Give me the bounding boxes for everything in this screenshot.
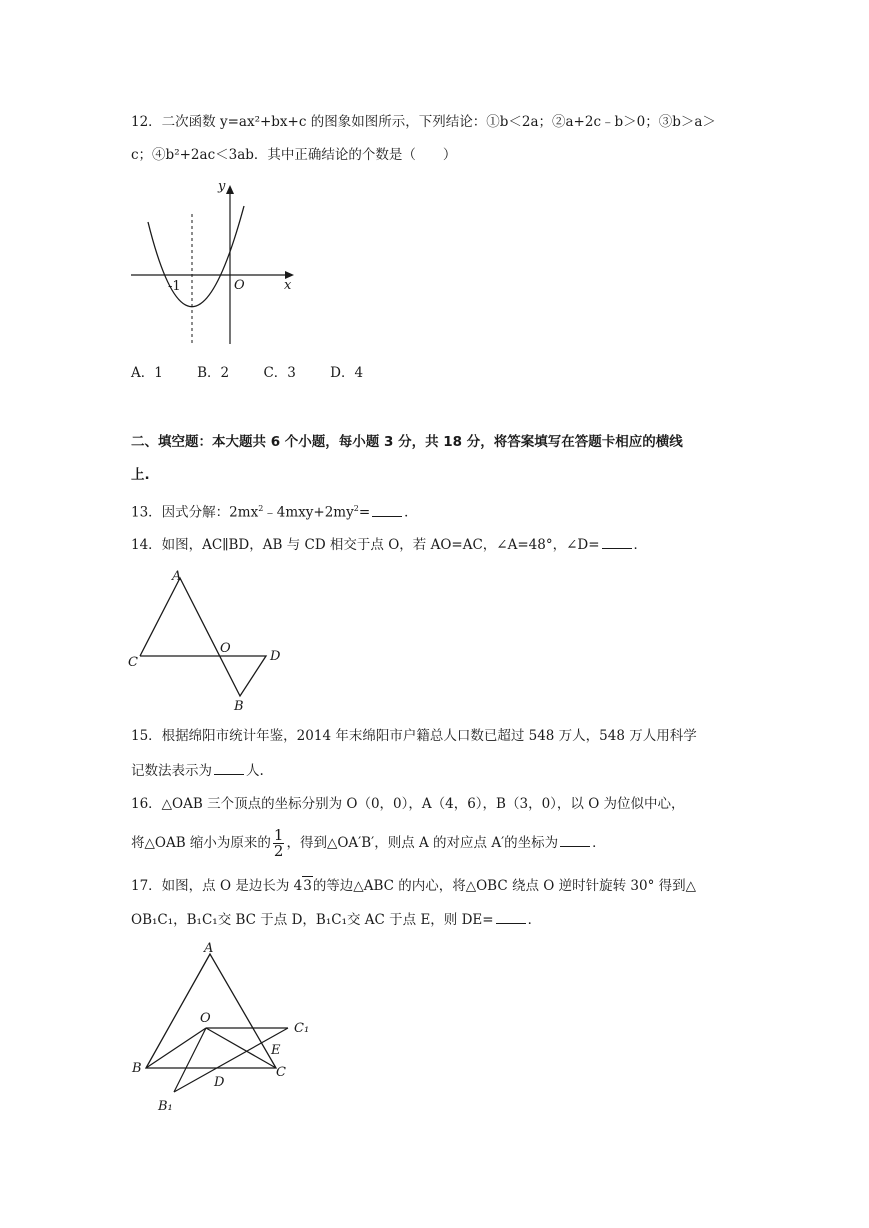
q13-line: 13．因式分解：$2mx^2﹣4mxy+2my^2=$ ． bbox=[131, 504, 418, 521]
section2-heading-line2: 上. bbox=[131, 467, 150, 483]
q16-line2 bbox=[131, 826, 606, 860]
q12-neg1-label: -1 bbox=[168, 279, 181, 294]
q12-line2: c；④b²+2ac＜3ab．其中正确结论的个数是（ ） bbox=[131, 147, 457, 163]
q13-text-b: ﹣4mxy+2my bbox=[263, 504, 354, 521]
q17-rotation-figure bbox=[126, 938, 326, 1118]
q13-answer-blank[interactable] bbox=[372, 503, 402, 517]
q15-line2 bbox=[131, 761, 264, 780]
q16-frac-den: 2 bbox=[273, 842, 284, 860]
q12-origin-label: O bbox=[234, 278, 245, 293]
q17-text-b: 的等边△ABC 的内心，将△OBC 绕点 O 逆时针旋转 30° 得到△ bbox=[312, 878, 697, 894]
q17-line2 bbox=[131, 910, 541, 929]
q14-label-b: B bbox=[234, 699, 244, 714]
q17-label-o: O bbox=[200, 1011, 211, 1026]
q17-line1 bbox=[131, 876, 696, 895]
q16-end: ． bbox=[592, 835, 606, 851]
q16-fraction bbox=[273, 828, 285, 859]
q17-answer-blank[interactable] bbox=[496, 910, 526, 924]
q12-parabola-figure bbox=[126, 174, 301, 349]
q17-sqrt: 3 bbox=[303, 878, 312, 894]
q17-label-b1: B₁ bbox=[158, 1099, 173, 1114]
q14-text: 14．如图，AC∥BD，AB 与 CD 相交于点 O，若 AO=AC，∠A=48°，∠D= bbox=[131, 537, 600, 553]
q13-text-a: 13．因式分解：2mx bbox=[131, 504, 259, 521]
q17-text-a: 17．如图，点 O 是边长为 4 bbox=[131, 878, 303, 894]
q17-label-c: C bbox=[276, 1065, 286, 1080]
q16-line1: 16．△OAB 三个顶点的坐标分别为 O（0，0），A（4，6），B（3，0），以 O 为位似中心， bbox=[131, 796, 685, 812]
q16-text-b: ，得到△OA′B′，则点 A 的对应点 A′的坐标为 bbox=[286, 835, 559, 851]
q17-end: ． bbox=[527, 912, 542, 928]
q15-text-b: 人. bbox=[246, 763, 264, 779]
q14-triangle-figure bbox=[126, 566, 286, 716]
q12-option-c: C．3 bbox=[263, 365, 296, 381]
q17-text-c: OB₁C₁，B₁C₁交 BC 于点 D，B₁C₁交 AC 于点 E，则 DE= bbox=[131, 912, 494, 928]
q14-label-d: D bbox=[270, 649, 281, 664]
q12-option-b: B．2 bbox=[197, 365, 230, 381]
q15-answer-blank[interactable] bbox=[214, 761, 244, 775]
q12-options bbox=[131, 364, 393, 382]
q17-label-d: D bbox=[214, 1075, 225, 1090]
section2-heading-line1: 二、填空题：本大题共 6 个小题，每小题 3 分，共 18 分，将答案填写在答题卡相应的横线 bbox=[131, 434, 683, 450]
q14-label-c: C bbox=[128, 655, 138, 670]
q13-text-c: = bbox=[358, 504, 371, 521]
q12-line1: 12．二次函数 y=ax²+bx+c 的图象如图所示，下列结论：①b＜2a；②a+2c﹣b＞0；③b＞a＞ bbox=[131, 114, 716, 130]
q16-frac-num: 1 bbox=[273, 826, 284, 844]
q15-line1: 15．根据绵阳市统计年鉴，2014 年末绵阳市户籍总人口数已超过 548 万人，548 万人用科学 bbox=[131, 728, 697, 744]
q12-y-label: y bbox=[218, 179, 226, 194]
q14-end: ． bbox=[633, 537, 648, 553]
q12-x-label: x bbox=[284, 278, 292, 293]
q16-text-a: 将△OAB 缩小为原来的 bbox=[131, 835, 271, 851]
q14-label-o: O bbox=[220, 641, 231, 656]
q12-option-a: A．1 bbox=[131, 365, 163, 381]
q12-option-d: D．4 bbox=[330, 365, 364, 381]
q17-label-b: B bbox=[132, 1061, 142, 1076]
q17-label-e: E bbox=[271, 1043, 281, 1058]
q17-label-a: A bbox=[204, 941, 214, 956]
q14-label-a: A bbox=[172, 569, 182, 584]
q13-text-d: ． bbox=[404, 504, 418, 521]
q16-answer-blank[interactable] bbox=[560, 833, 590, 847]
q14-line bbox=[131, 535, 647, 554]
q14-answer-blank[interactable] bbox=[602, 535, 632, 549]
q17-label-c1: C₁ bbox=[294, 1021, 310, 1036]
q15-text-a: 记数法表示为 bbox=[131, 763, 212, 779]
